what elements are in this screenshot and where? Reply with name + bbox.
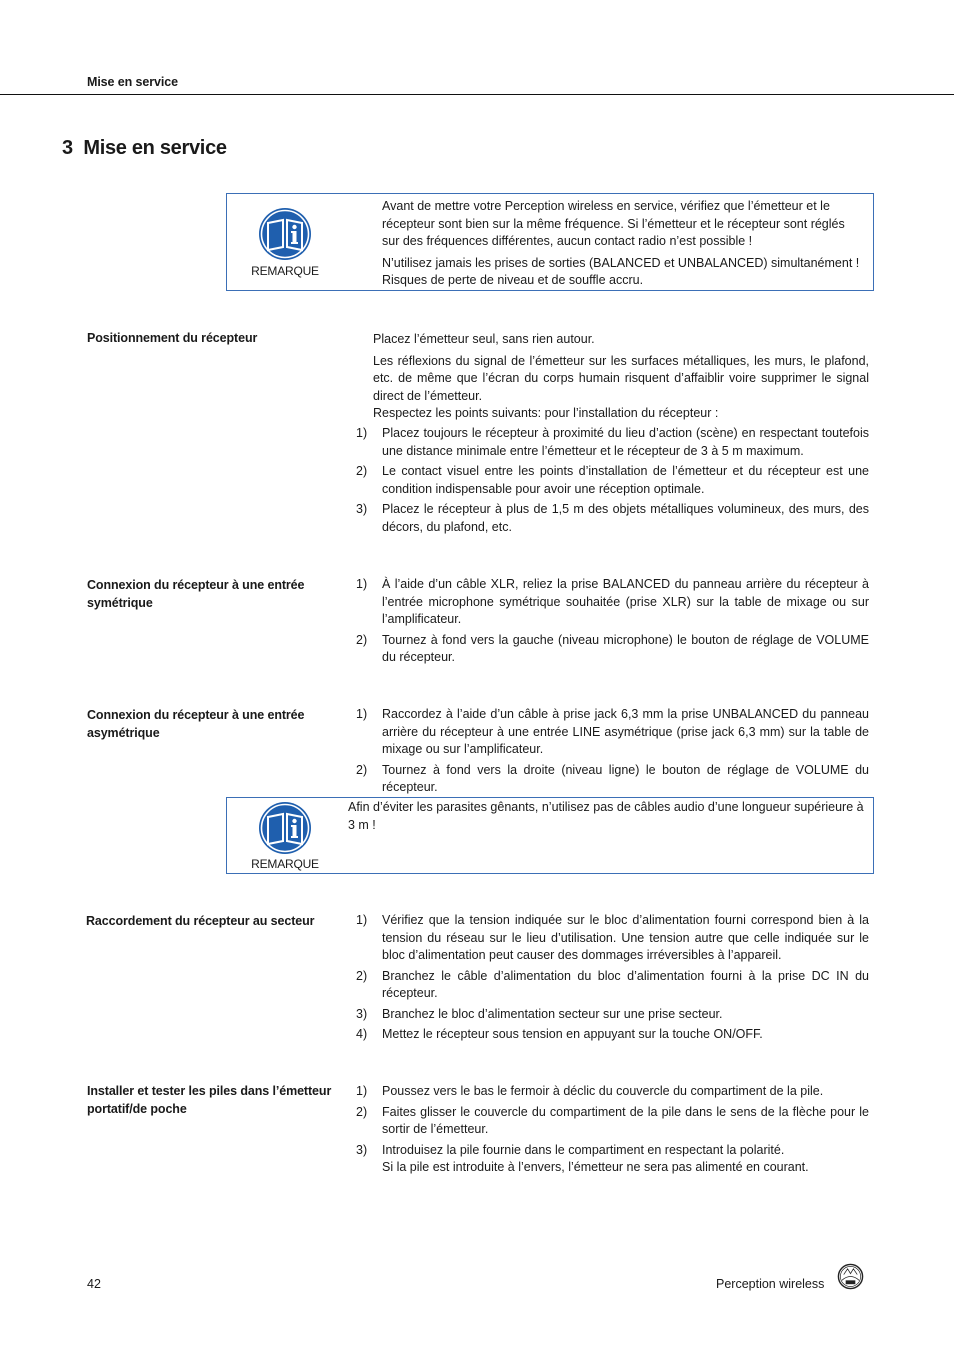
chapter-heading: Mise en service [83, 137, 227, 159]
list-number: 2) [356, 762, 368, 777]
running-header: Mise en service [87, 75, 178, 89]
list-secteur [356, 912, 869, 1047]
list-asymetrique [356, 706, 869, 800]
akg-logo-icon [837, 1263, 864, 1290]
section-heading-piles: Installer et tester les piles dans l’émetteur portatif/de poche [87, 1084, 332, 1116]
list-number: 3) [356, 1142, 368, 1157]
list-number: 1) [356, 426, 368, 440]
list-item [356, 1006, 869, 1024]
footer-product-title: Perception wireless [716, 1277, 825, 1291]
list-text: Introduisez la pile fournie dans le compartiment en respectant la polarité. [382, 1142, 785, 1157]
list-item [356, 1026, 869, 1044]
list-item [356, 425, 869, 460]
body-paragraph: Les réflexions du signal de l’émetteur sur les surfaces métalliques, les murs, le plafond, etc. de même que l’écran du corps humain risquent d’affaiblir voire supprimer le signal direct de l’émetteur. [373, 353, 869, 403]
body-paragraph: Respectez les points suivants: pour l’installation du récepteur : [373, 406, 719, 420]
list-text: Mettez le récepteur sous tension en appuyant sur la touche ON/OFF. [382, 1027, 763, 1041]
note-paragraph: Avant de mettre votre Perception wireless en service, vérifiez que l’émetteur et le récepteur sont bien sur la même fréquence. Si l’émetteur et le récepteur sont réglés sur des fréquences différentes, aucun contact radio n’est possible ! [382, 199, 845, 248]
list-text: Tournez à fond vers la droite (niveau ligne) le bouton de réglage de VOLUME du récepteur. [382, 762, 869, 794]
list-text: Branchez le câble d’alimentation du bloc d’alimentation fourni à la prise DC IN du récepteur. [382, 968, 869, 1000]
body-paragraph: Placez l’émetteur seul, sans rien autour. [373, 332, 595, 346]
list-positionnement [356, 425, 869, 539]
list-item [356, 912, 869, 965]
list-text: À l’aide d’un câble XLR, reliez la prise BALANCED du panneau arrière du récepteur à l’entrée microphone symétrique souhaitée (prise XLR) sur la table de mixage ou sur l’amplificateur. [382, 577, 869, 626]
list-number: 2) [356, 1104, 368, 1119]
list-number: 2) [356, 632, 368, 647]
section-heading-positionnement: Positionnement du récepteur [87, 331, 258, 345]
list-symetrique [356, 576, 869, 670]
list-number: 2) [356, 968, 368, 983]
list-item [356, 706, 869, 759]
list-item [356, 762, 869, 797]
list-number: 1) [356, 707, 368, 721]
list-number: 3) [356, 502, 368, 516]
list-item [356, 1104, 869, 1139]
note-box-cables [226, 797, 874, 874]
list-text: Poussez vers le bas le fermoir à déclic du couvercle du compartiment de la pile. [382, 1084, 824, 1098]
note-label: REMARQUE [251, 264, 319, 278]
note-label: REMARQUE [251, 857, 319, 871]
list-item [356, 501, 869, 536]
list-number: 1) [356, 913, 368, 927]
list-item [356, 1083, 869, 1101]
list-text: Raccordez à l’aide d’un câble à prise jack 6,3 mm la prise UNBALANCED du panneau arrière du récepteur à une entrée LINE asymétrique (prise jack 6,3 mm) sur la table de mixage ou sur l’amplificateur. [382, 707, 869, 756]
list-number: 1) [356, 577, 368, 591]
list-text: Faites glisser le couvercle du compartiment de la pile dans le sens de la flèche pour le sortir de l’émetteur. [382, 1104, 869, 1136]
section-heading-secteur: Raccordement du récepteur au secteur [86, 914, 315, 928]
info-book-icon [258, 207, 312, 261]
list-number: 1) [356, 1084, 368, 1098]
list-piles [356, 1083, 869, 1180]
list-item [356, 463, 869, 498]
note-text [382, 198, 862, 294]
list-text: Le contact visuel entre les points d’installation de l’émetteur et du récepteur est une condition indispensable pour avoir une réception optimale. [382, 464, 869, 496]
list-text: Placez toujours le récepteur à proximité du lieu d’action (scène) en respectant toutefois une distance minimale entre l’émetteur et le récepteur de 3 à 5 m maximum. [382, 426, 869, 458]
list-item [356, 576, 869, 629]
list-item [356, 968, 869, 1003]
info-book-icon [258, 801, 312, 855]
page-number: 42 [87, 1277, 101, 1291]
list-text: Tournez à fond vers la gauche (niveau microphone) le bouton de réglage de VOLUME du récepteur. [382, 632, 869, 664]
list-number: 2) [356, 464, 368, 478]
list-number: 3) [356, 1006, 368, 1021]
list-text: Vérifiez que la tension indiquée sur le bloc d’alimentation fourni correspond bien à la tension du réseau sur le lieu d’utilisation. Une tension autre que celle indiquée sur le bloc d’alimentation peut causer des dommages irréversibles à l’appareil. [382, 913, 869, 962]
list-number: 4) [356, 1027, 368, 1041]
chapter-title [62, 136, 227, 160]
list-text-extra: Si la pile est introduite à l’envers, l’émetteur ne sera pas alimenté en courant. [382, 1160, 809, 1174]
list-text: Placez le récepteur à plus de 1,5 m des objets métalliques volumineux, des murs, des décors, du plafond, etc. [382, 502, 869, 534]
chapter-number: 3 [62, 137, 73, 159]
note-paragraph: N’utilisez jamais les prises de sorties (BALANCED et UNBALANCED) simultanément ! Risques de perte de niveau et de souffle accru. [382, 255, 860, 287]
list-text: Branchez le bloc d’alimentation secteur sur une prise secteur. [382, 1006, 723, 1021]
header-rule [0, 94, 954, 95]
section-heading-symetrique: Connexion du récepteur à une entrée symétrique [87, 578, 305, 610]
list-item [356, 632, 869, 667]
section-heading-asymetrique: Connexion du récepteur à une entrée asymétrique [87, 708, 305, 740]
list-item [356, 1142, 869, 1177]
note-text: Afin d’éviter les parasites gênants, n’utilisez pas de câbles audio d’une longueur supérieure à 3 m ! [348, 800, 864, 832]
note-box-frequency [226, 193, 874, 291]
section-body-positionnement [373, 331, 869, 427]
